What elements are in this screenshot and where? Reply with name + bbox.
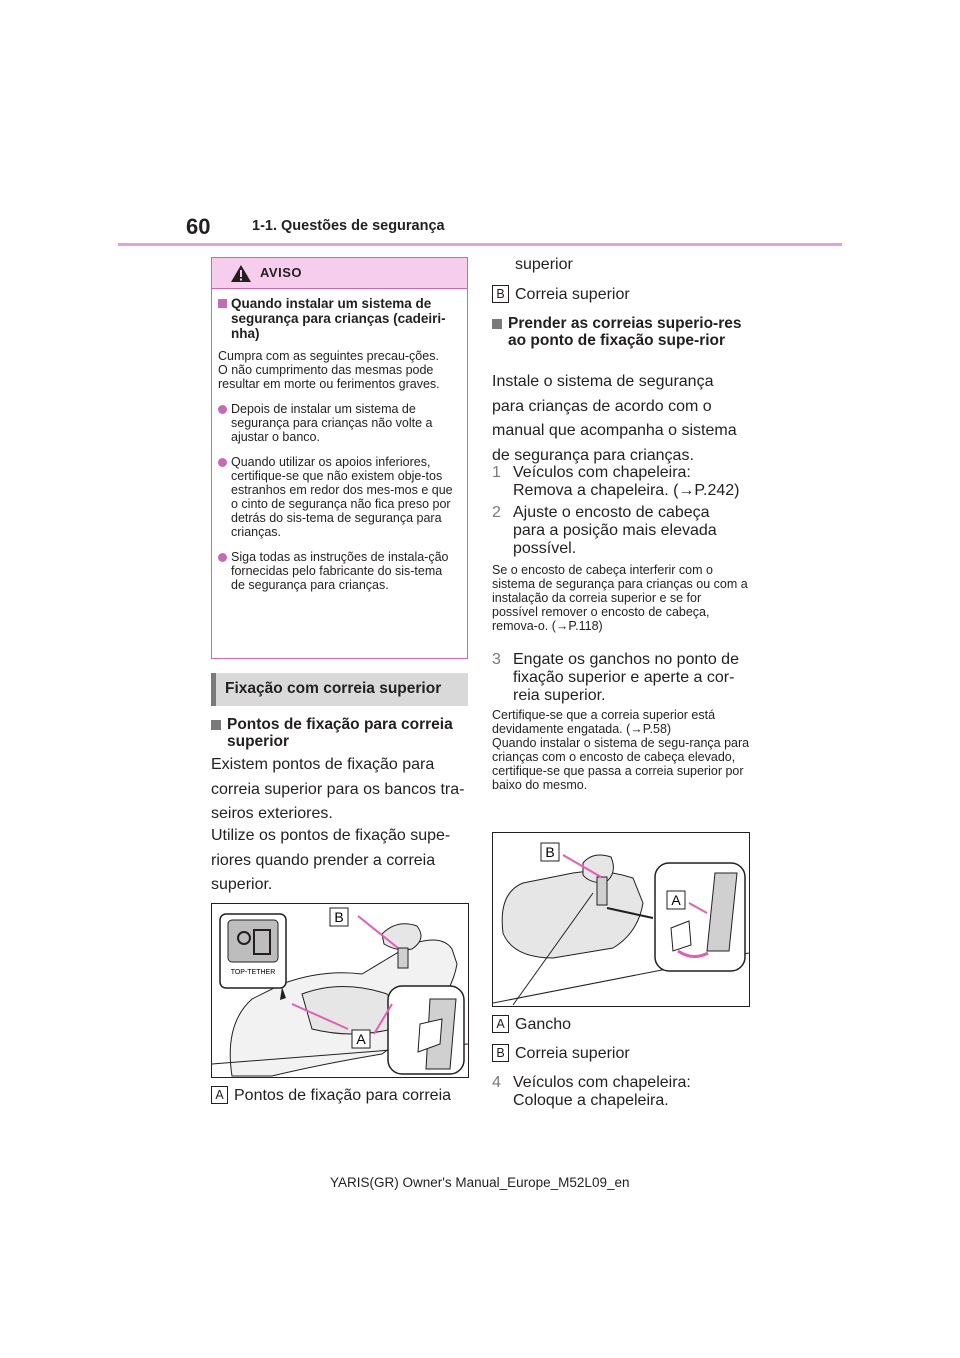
section-title: 1-1. Questões de segurança bbox=[252, 218, 445, 234]
legend-a-continuation: superior bbox=[515, 256, 573, 273]
hook-attach-illustration bbox=[493, 833, 749, 1006]
warning-bullet-text: Quando utilizar os apoios inferiores, certifique-se que não existem obje-tos estranhos em redor dos mes-mos e que o cinto de segurança não fica preso por detrás do sis-tema de segurança para crianças. bbox=[231, 455, 453, 539]
warning-heading bbox=[218, 296, 457, 341]
legend2-b-letter: B bbox=[492, 1044, 509, 1062]
round-bullet-icon bbox=[218, 405, 227, 414]
subheading-text: Pontos de fixação para correia superior bbox=[227, 716, 453, 750]
step-text: Veículos com chapeleira: Remova a chapeleira. (→P.242) bbox=[513, 464, 740, 499]
step-3 bbox=[492, 651, 745, 705]
figure-label-b: B bbox=[334, 909, 344, 925]
warning-heading-text: Quando instalar um sistema de segurança para crianças (cadeiri-nha) bbox=[231, 296, 446, 341]
square-bullet-icon bbox=[492, 319, 502, 329]
paragraph-use-anchors: Utilize os pontos de fixação supe-riores quando prender a correia superior. bbox=[211, 827, 451, 893]
step-4 bbox=[492, 1074, 745, 1110]
step-text: Engate os ganchos no ponto de fixação superior e aperte a cor-reia superior. bbox=[513, 651, 739, 704]
legend-b bbox=[492, 285, 630, 304]
paragraph-anchor-points: Existem pontos de fixação para correia superior para os bancos tra-seiros exteriores. bbox=[211, 756, 465, 822]
figure-label-a: A bbox=[671, 892, 681, 908]
warning-bullet bbox=[218, 402, 457, 444]
note-step-2: Se o encosto de cabeça interferir com o sistema de segurança para crianças ou com a instalação da correia superior e se for possível remover o encosto de cabeça, remova-o. (→P.118) bbox=[492, 563, 748, 633]
footer-manual-id: YARIS(GR) Owner's Manual_Europe_M52L09_en bbox=[330, 1175, 630, 1190]
step-2 bbox=[492, 504, 745, 558]
note-step-3: Certifique-se que a correia superior está devidamente engatada. (→P.58) Quando instalar o sistema de segu-rança para crianças com o encosto de cabeça elevado, certifique-se que passa a correia superior por baixo do mesmo. bbox=[492, 708, 750, 792]
warning-bullet-text: Siga todas as instruções de instala-ção fornecidas pelo fabricante do sis-tema de segurança para crianças. bbox=[231, 550, 449, 592]
warning-bullet bbox=[218, 455, 457, 539]
legend2-b-text: Correia superior bbox=[515, 1045, 630, 1062]
warning-header bbox=[212, 258, 467, 289]
step-text: Ajuste o encosto de cabeça para a posição mais elevada possível. bbox=[513, 504, 717, 557]
legend2-b bbox=[492, 1044, 630, 1063]
square-bullet-icon bbox=[211, 720, 221, 730]
step-number: 3 bbox=[492, 651, 501, 668]
legend-b-letter: B bbox=[492, 285, 509, 303]
legend-b-text: Correia superior bbox=[515, 286, 630, 303]
step-number: 2 bbox=[492, 504, 501, 521]
subheading-text: Prender as correias superio-res ao ponto de fixação supe-rior bbox=[508, 315, 742, 349]
warning-box bbox=[211, 257, 468, 659]
warning-bullet-text: Depois de instalar um sistema de segurança para crianças não volte a ajustar o banco. bbox=[231, 402, 433, 444]
legend2-a-text: Gancho bbox=[515, 1016, 572, 1033]
figure-label-b: B bbox=[545, 844, 555, 860]
step-number: 4 bbox=[492, 1074, 501, 1091]
step-text: Veículos com chapeleira: Coloque a chapeleira. bbox=[513, 1074, 691, 1109]
round-bullet-icon bbox=[218, 553, 227, 562]
subheading-anchor-points bbox=[211, 716, 482, 750]
round-bullet-icon bbox=[218, 458, 227, 467]
legend-a bbox=[211, 1086, 451, 1105]
legend2-a-letter: A bbox=[492, 1015, 509, 1033]
section-banner bbox=[211, 673, 468, 706]
page-number: 60 bbox=[186, 214, 211, 239]
figure-hook-attach bbox=[492, 832, 750, 1007]
legend2-a bbox=[492, 1015, 571, 1034]
section-banner-title: Fixação com correia superior bbox=[225, 680, 442, 697]
step-1 bbox=[492, 464, 745, 500]
legend-a-letter: A bbox=[211, 1086, 228, 1104]
figure-label-a: A bbox=[356, 1031, 366, 1047]
warning-triangle-icon bbox=[230, 264, 252, 283]
tag-label: TOP-TETHER bbox=[230, 969, 276, 976]
warning-intro: Cumpra com as seguintes precau-ções. O não cumprimento das mesmas pode resultar em morte ou ferimentos graves. bbox=[218, 349, 440, 391]
anchor-points-illustration bbox=[212, 904, 468, 1077]
warning-title: AVISO bbox=[260, 265, 302, 280]
legend-a-text: Pontos de fixação para correia bbox=[234, 1087, 452, 1104]
header-rule bbox=[118, 243, 842, 246]
figure-anchor-points bbox=[211, 903, 469, 1078]
subheading-attach-straps bbox=[492, 315, 758, 349]
square-bullet-icon bbox=[218, 299, 227, 308]
warning-bullet bbox=[218, 550, 457, 592]
step-number: 1 bbox=[492, 464, 501, 481]
paragraph-install-intro: Instale o sistema de segurança para crianças de acordo com o manual que acompanha o sistema de segurança para crianças. bbox=[492, 373, 737, 464]
